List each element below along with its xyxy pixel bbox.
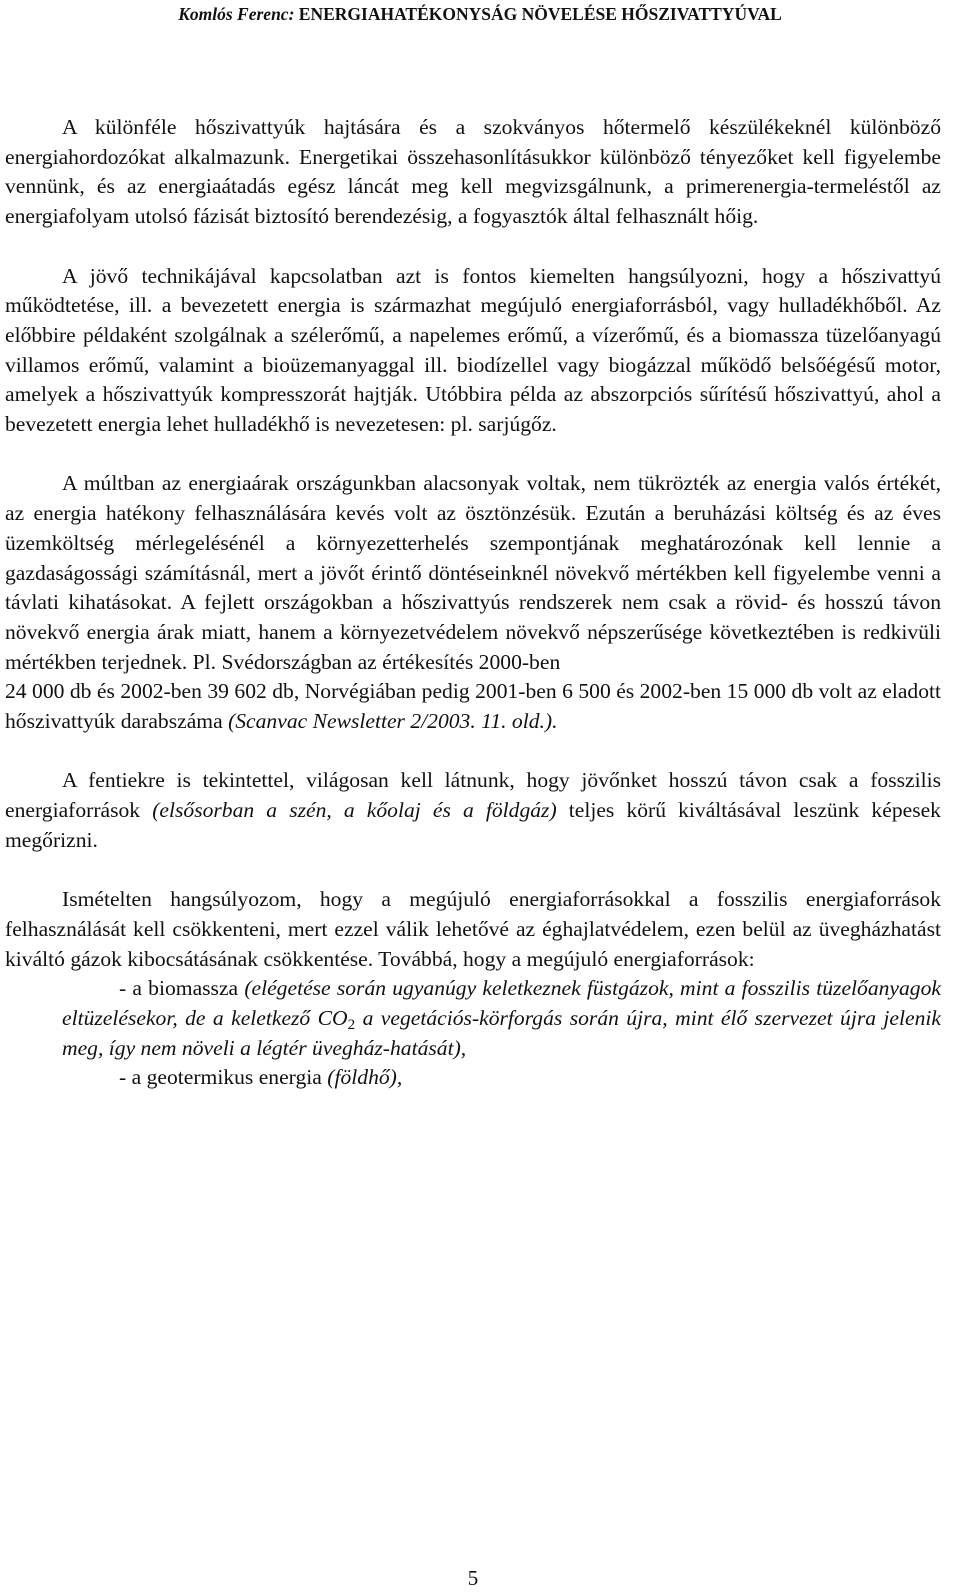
geothermal-italic: (földhő),	[327, 1065, 403, 1090]
sales-figures-reference: (Scanvac Newsletter 2/2003. 11. old.).	[228, 709, 558, 734]
sales-figures-text: 24 000 db és 2002-ben 39 602 db, Norvégiában pedig 2001-ben 6 500 és 2002-ben 15 000 db volt az eladott hőszivattyúk darabszáma	[5, 679, 941, 734]
page-number: 5	[467, 1566, 479, 1590]
fossil-replacement-end: teljes körű kiváltásával leszünk képesek megőrizni.	[5, 798, 941, 852]
paragraph-emphasis: Ismételten hangsúlyozom, hogy a megújuló energiaforrásokkal a fosszilis energiaforrások felhasználását kell csökkenteni, mert ezzel válik lehetővé az éghajlatvédelem, ezen belül az üvegházhatást kiváltó gázok kibocsátásának csökkentése. Továbbá, hogy a megújuló energiaforrások:	[5, 887, 941, 971]
geothermal-lead: - a geotermikus energia	[119, 1065, 322, 1090]
biomass-italic-a: (elégetése során ugyanúgy keletkeznek füstgázok, mint a fosszilis tüzelőanyagok eltüzelésekor, de a keletkező CO	[62, 976, 941, 1031]
paragraph-fossil-replacement	[5, 766, 941, 855]
paragraph-renewable-sources: A jövő technikájával kapcsolatban azt is fontos kiemelten hangsúlyozni, hogy a hőszivattyú működtetése, ill. a bevezetett energia is származhat megújuló energiaforrásból, vagy hulladékhőből. Az előbbire példaként szolgálnak a szélerőmű, a napelemes erőmű, a vízerőmű, és a biomassza tüzelőanyagú villamos erőmű, valamint a bioüzemanyaggal ill. biodízellel vagy biogázzal működő belsőégésű motor, amelyek a hőszivattyúk kompresszorát hajtják. Utóbbira példa az abszorpciós sűrítésű hőszivattyú, ahol a bevezetett energia lehet hulladékhő is nevezetesen: pl. sarjúgőz.	[5, 263, 941, 437]
document-body	[5, 113, 941, 1093]
header-author: Komlós Ferenc:	[178, 4, 295, 24]
list-item-geothermal	[5, 1063, 941, 1093]
co2-subscript: 2	[347, 1016, 356, 1033]
paragraph-energy-prices: A múltban az energiaárak országunkban alacsonyak voltak, nem tükrözték az energia valós értékét, az energia hatékony felhasználására kevés volt az ösztönzésük. Ezután a beruházási költség és az éves üzemköltség mérlegelésénél a környezetterhelés szempontjának meghatározónak kell lennie a gazdaságossági számításnál, mert a jövőt érintő döntéseinknél növekvő mértékben kell figyelembe venni a távlati kihatásokat. A fejlett országokban a hőszivattyús rendszerek nem csak a rövid- és hosszú távon növekvő energia árak miatt, hanem a környezetvédelem növekvő népszerűsége következtében is redkivüli mértékben terjednek. Pl. Svédországban az értékesítés 2000-ben	[5, 471, 941, 674]
paragraph-heat-pump-energy-chain: A különféle hőszivattyúk hajtására és a szokványos hőtermelő készülékeknél különböző energiahordozókat alkalmazunk. Energetikai összehasonlításukkor különböző tényezőket kell figyelembe vennünk, és az energiaátadás egész láncát meg kell megvizsgálnunk, a primerenergia-termeléstől az energiafolyam utolsó fázisát biztosító berendezésig, a fogyasztók által felhasznált hőig.	[5, 115, 941, 229]
page-header	[0, 4, 960, 24]
paragraph-sales-figures	[5, 677, 941, 736]
header-title: ENERGIAHATÉKONYSÁG NÖVELÉSE HŐSZIVATTYÚVAL	[298, 4, 782, 24]
biomass-italic-b: a vegetációs-körforgás során újra, mint élő szervezet újra jelenik meg, így nem növeli a légtér üvegház-hatását),	[62, 1006, 941, 1060]
biomass-lead: - a biomassza	[119, 976, 239, 1001]
fossil-replacement-text: A fentiekre is tekintettel, világosan kell látnunk, hogy jövőnket hosszú távon csak a fosszilis energiaforrások	[5, 768, 941, 823]
fossil-replacement-italic: (elsősorban a szén, a kőolaj és a földgáz)	[152, 798, 557, 823]
list-item-biomass	[5, 974, 941, 1063]
